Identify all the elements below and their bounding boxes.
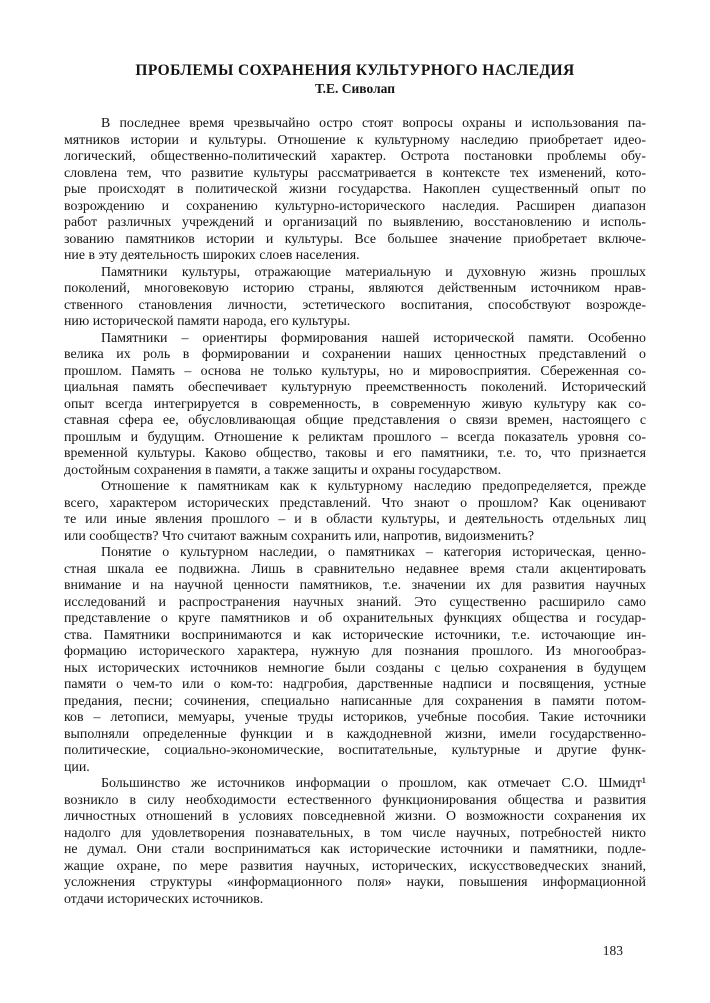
text-line: надолго для удовлетворения познавательных, в том числе научных, потребностей никто: [64, 825, 646, 841]
text-line: рые происходят в политической жизни государства. Накоплен существенный опыт по: [64, 182, 646, 197]
text-line: Памятники культуры, отражающие материальную и духовную жизнь прошлых: [101, 264, 646, 280]
text-line: поколений, многовековую историю страны, являются действенным источником нрав-: [64, 281, 646, 296]
author-name: Т.Е. Сиволап: [314, 81, 395, 96]
text-line: формацию исторического характера, нужную для познания прошлого. Из многообраз-: [64, 644, 646, 659]
text-line: велика их роль в формировании и сохранении наших ценностных представлений о: [64, 347, 646, 362]
text-line: не думал. Они стали восприниматься как исторические источники и памятники, подле-: [64, 842, 646, 857]
text-line: нию исторической памяти народа, его культуры.: [64, 314, 351, 329]
text-line: ства. Памятники воспринимаются и как исторические источники, т.е. источающие ин-: [64, 627, 646, 643]
text-line: циальная память обеспечивает культурную преемственность поколений. Исторический: [64, 380, 646, 395]
text-line: ков – летописи, мемуары, ученые труды историков, учебные пособия. Такие источники: [64, 710, 646, 725]
text-line: усложнения структуры «информационного поля» науки, повышения информационной: [64, 875, 646, 890]
text-line: отдачи исторических источников.: [64, 891, 264, 907]
text-line: логический, общественно-политический характер. Острота постановки проблемы обу-: [64, 149, 646, 164]
page-number: 183: [602, 943, 623, 958]
text-line: работ различных учреждений и организаций по выявлению, восстановлению и исполь-: [64, 215, 646, 230]
text-line: выполняли определенные функции и в каждодневной жизни, имели государственно-: [64, 726, 646, 742]
text-line: достойным сохранения в памяти, а также защиты и охраны государством.: [64, 462, 502, 478]
text-line: зованию памятников истории и культуры. Все большее значение приобретает включе-: [64, 231, 646, 247]
text-line: памяти о чем-то или о ком-то: надгробия, дарственные надписи и посвящения, устные: [64, 677, 646, 692]
paragraph: [64, 116, 646, 265]
text-line: ставная сфера ее, обусловливающая общие представления о связи времен, настоящего с: [64, 413, 646, 428]
text-line: внимание и на научной ценности памятников, т.е. значении их для развития научных: [64, 578, 646, 593]
text-line: ственного становления личности, эстетического воспитания, способствуют возрожде-: [64, 297, 646, 313]
paragraph: [64, 545, 646, 776]
text-line: представление о круге памятников и об охранительных функциях общества и государ-: [64, 611, 646, 626]
text-line: личностных отношений в условиях повседневной жизни. О возможности сохранения их: [64, 809, 646, 824]
text-line: словлена тем, что развитие культуры рассматривается в контексте тех изменений, кото-: [64, 165, 646, 181]
text-line: ние в эту деятельность широких слоев населения.: [64, 248, 360, 263]
text-line: всего, характером исторических представлений. Что знают о прошлом? Как оценивают: [64, 495, 646, 511]
paragraph: [64, 479, 646, 545]
text-line: исследований и распространения научных знаний. Это существенно расширило само: [64, 594, 646, 610]
text-line: возникло в силу необходимости естественного функционирования общества и развития: [64, 792, 646, 808]
text-line: жащие охране, по мере развития научных, исторических, искусствоведческих знаний,: [64, 858, 646, 874]
text-line: ции.: [64, 759, 90, 775]
text-line: возрождению и сохранению культурно-исторического наследия. Расширен диапазон: [64, 198, 646, 214]
text-line: Большинство же источников информации о прошлом, как отмечает С.О. Шмидт¹: [101, 776, 646, 791]
text-line: прошлым и будущим. Отношение к реликтам прошлого – всегда показатель уровня со-: [64, 429, 646, 445]
paragraph: [64, 776, 646, 908]
text-line: опыт всегда интегрируется в современность, в современную живую культуру как со-: [64, 396, 646, 412]
text-line: Памятники – ориентиры формирования нашей исторической памяти. Особенно: [101, 330, 646, 346]
article-body: [64, 116, 646, 908]
text-line: предания, песни; сочинения, специально написанные для сохранения в памяти потом-: [64, 693, 646, 709]
page-title: ПРОБЛЕМЫ СОХРАНЕНИЯ КУЛЬТУРНОГО НАСЛЕДИЯ: [135, 62, 575, 79]
paragraph: [64, 331, 646, 480]
text-line: ных исторических источников немногие были созданы с целью сохранения в будущем: [64, 660, 646, 676]
paragraph: [64, 265, 646, 331]
text-line: или сообществ? Что считают важным сохранить или, напротив, видоизменить?: [64, 528, 534, 544]
text-line: мятников истории и культуры. Отношение к культурному наследию приобретает идео-: [64, 132, 646, 148]
text-line: стная шкала ее подвижна. Лишь в сравнительно недавнее время стали акцентировать: [64, 561, 646, 577]
text-line: временной культуры. Каково общество, таковы и его памятники, т.е. то, что признается: [64, 446, 646, 461]
text-line: прошлом. Память – основа не только культуры, но и мировосприятия. Сбереженная со-: [64, 363, 646, 379]
text-line: политические, социально-экономические, воспитательные, культурные и другие функ-: [64, 743, 646, 758]
text-line: Отношение к памятникам как к культурному наследию предопределяется, прежде: [101, 479, 646, 494]
text-line: те или иные явления прошлого – и в области культуры, и деятельность отдельных лиц: [64, 512, 646, 527]
text-line: В последнее время чрезвычайно остро стоят вопросы охраны и использования па-: [101, 116, 646, 131]
text-line: Понятие о культурном наследии, о памятниках – категория историческая, ценно-: [101, 545, 646, 560]
document-header: [0, 0, 710, 97]
